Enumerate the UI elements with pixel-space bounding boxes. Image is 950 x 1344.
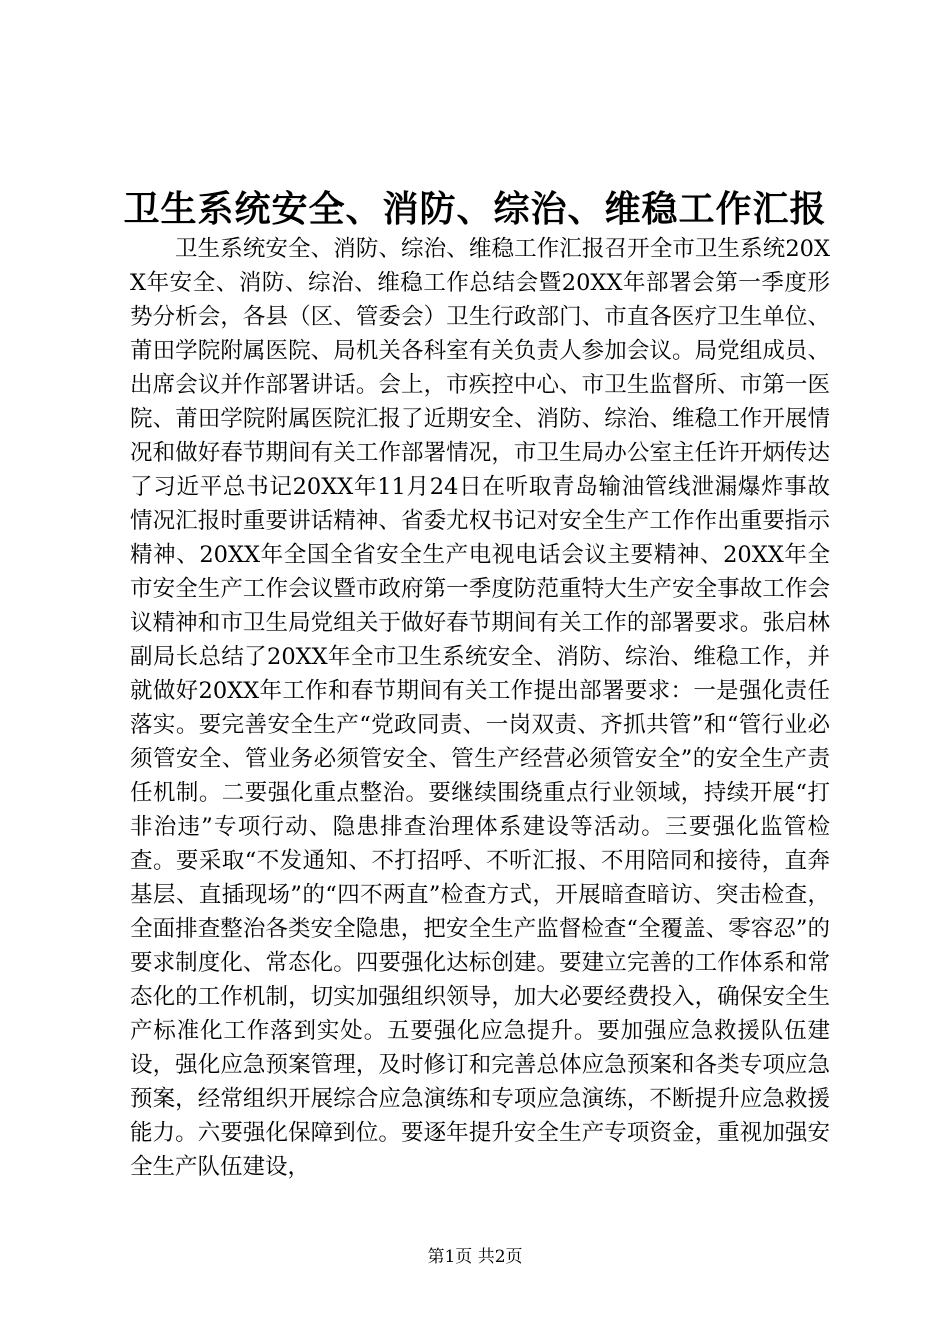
page-number-footer: 第1页 共2页 bbox=[427, 1247, 523, 1267]
document-title: 卫生系统安全、消防、综治、维稳工作汇报 bbox=[123, 188, 827, 230]
document-body-paragraph: 卫生系统安全、消防、综治、维稳工作汇报召开全市卫生系统20XX年安全、消防、综治、维稳工作总结会暨20XX年部署会第一季度形势分析会，各县（区、管委会）卫生行政部门、市直各医疗卫生单位、莆田学院附属医院、局机关各科室有关负责人参加会议。局党组成员、出席会议并作部署讲话。会上，市疾控中心、市卫生监督所、市第一医院、莆田学院附属医院汇报了近期安全、消防、综治、维稳工作开展情况和做好春节期间有关工作部署情况，市卫生局办公室主任许开炳传达了习近平总书记20XX年11月24日在听取青岛输油管线泄漏爆炸事故情况汇报时重要讲话精神、省委尤权书记对安全生产工作作出重要指示精神、20XX年全国全省安全生产电视电话会议主要精神、20XX年全市安全生产工作会议暨市政府第一季度防范重特大生产安全事故工作会议精神和市卫生局党组关于做好春节期间有关工作的部署要求。张启林副局长总结了20XX年全市卫生系统安全、消防、综治、维稳工作，并就做好20XX年工作和春节期间有关工作提出部署要求：一是强化责任落实。要完善安全生产“党政同责、一岗双责、齐抓共管”和“管行业必须管安全、管业务必须管安全、管生产经营必须管安全”的安全生产责任机制。二要强化重点整治。要继续围绕重点行业领域，持续开展“打非治违”专项行动、隐患排查治理体系建设等活动。三要强化监管检查。要采取“不发通知、不打招呼、不听汇报、不用陪同和接待，直奔基层、直插现场”的“四不两直”检查方式，开展暗查暗访、突击检查，全面排查整治各类安全隐患，把安全生产监督检查“全覆盖、零容忍”的要求制度化、常态化。四要强化达标创建。要建立完善的工作体系和常态化的工作机制，切实加强组织领导，加大必要经费投入，确保安全生产标准化工作落到实处。五要强化应急提升。要加强应急救援队伍建设，强化应急预案管理，及时修订和完善总体应急预案和各类专项应急预案，经常组织开展综合应急演练和专项应急演练，不断提升应急救援能力。六要强化保障到位。要逐年提升安全生产专项资金，重视加强安全生产队伍建设， bbox=[130, 236, 830, 1180]
